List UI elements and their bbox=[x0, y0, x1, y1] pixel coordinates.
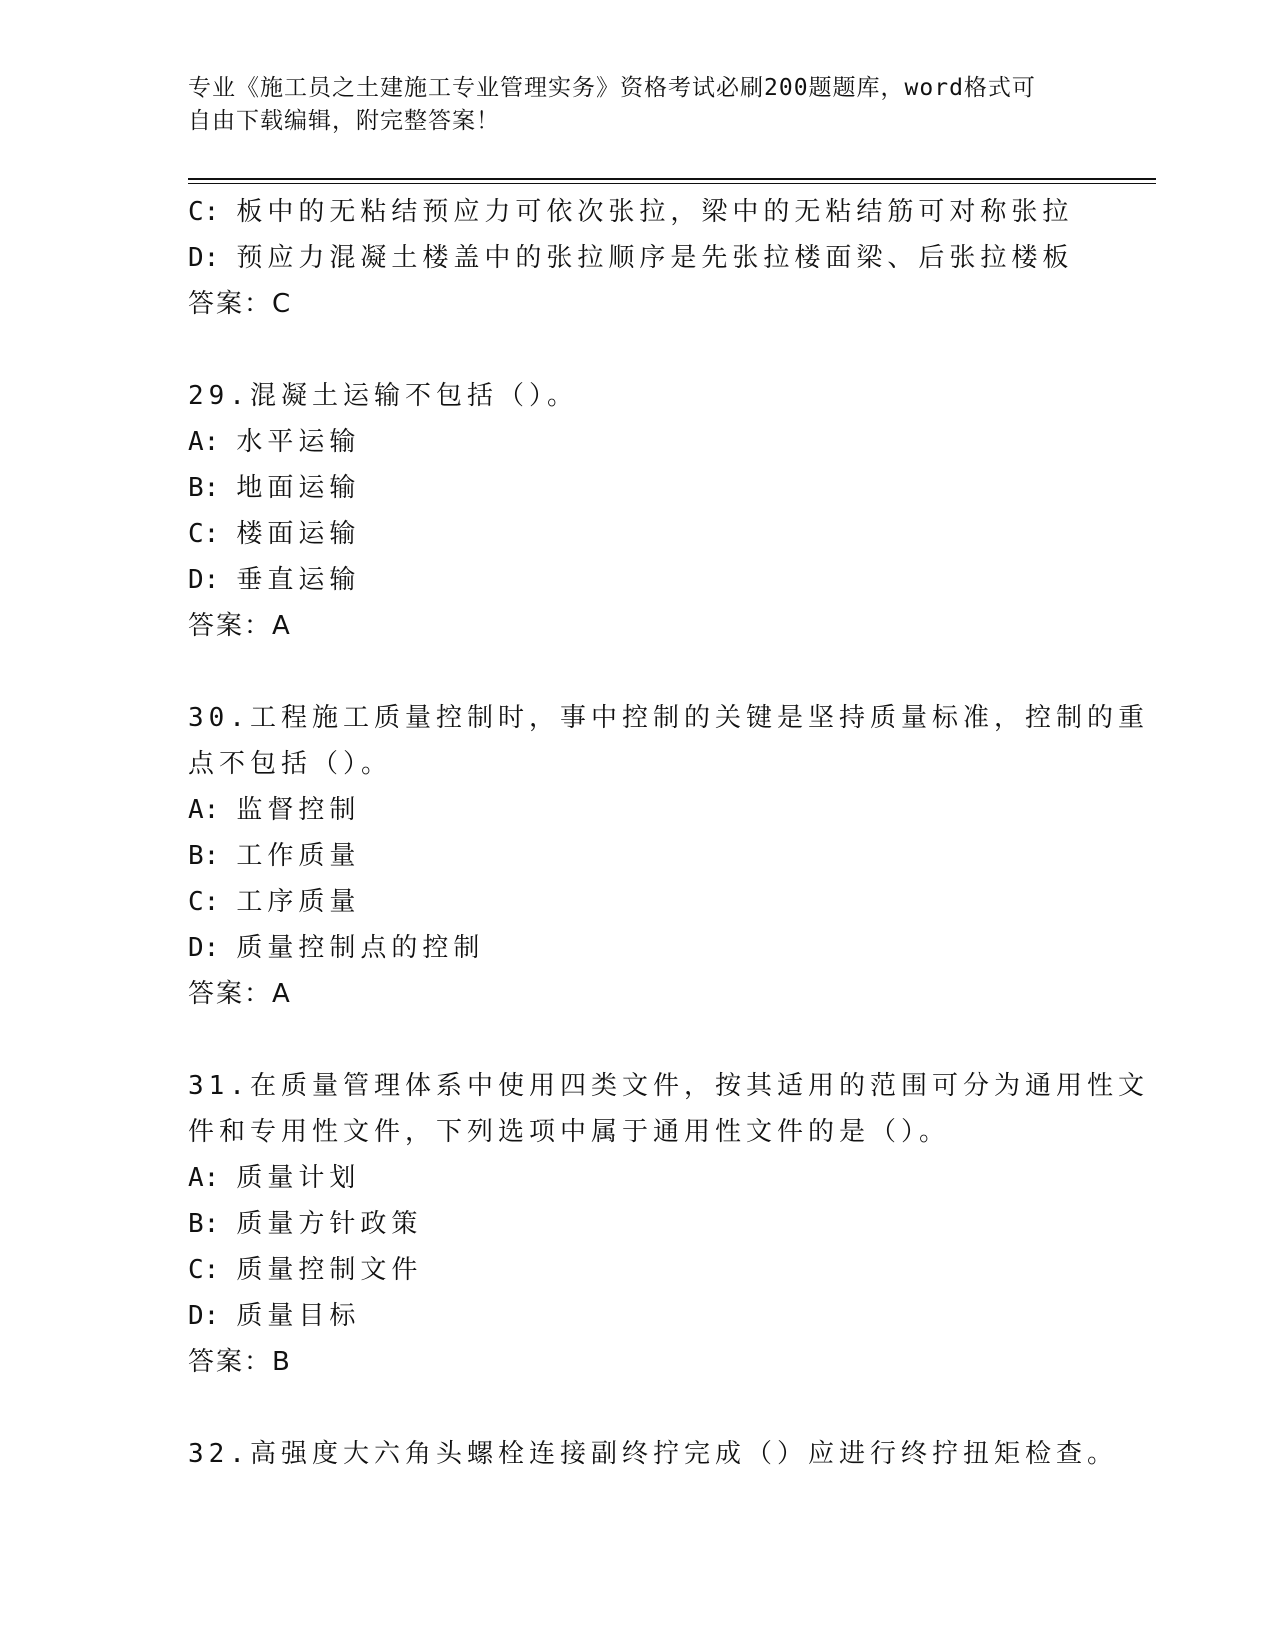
option-d bbox=[188, 557, 1088, 603]
option-text: 水平运输 bbox=[236, 427, 361, 457]
option-label: B: bbox=[188, 473, 220, 503]
option-label: A: bbox=[188, 795, 220, 825]
answer: 答案：A bbox=[188, 611, 292, 641]
option-d bbox=[188, 925, 1088, 971]
answer: 答案：C bbox=[188, 289, 293, 319]
option-label: D: bbox=[188, 243, 220, 273]
option-text: 监督控制 bbox=[236, 795, 361, 825]
option-label: C: bbox=[188, 519, 220, 549]
option-label: D: bbox=[188, 1301, 220, 1331]
option-label: C: bbox=[188, 887, 220, 917]
header-divider-thin bbox=[188, 183, 1156, 184]
option-label: A: bbox=[188, 427, 220, 457]
option-text: 工作质量 bbox=[236, 841, 361, 871]
option-label: C: bbox=[188, 197, 220, 227]
option-a bbox=[188, 1155, 1088, 1201]
question-31-line-1: 31.在质量管理体系中使用四类文件，按其适用的范围可分为通用性文 bbox=[188, 1071, 1149, 1101]
question-31-line-2: 件和专用性文件，下列选项中属于通用性文件的是（）。 bbox=[188, 1117, 951, 1147]
option-text: 质量方针政策 bbox=[236, 1209, 423, 1239]
option-b bbox=[188, 1201, 1088, 1247]
option-text: 楼面运输 bbox=[236, 519, 361, 549]
option-text: 板中的无粘结预应力可依次张拉，梁中的无粘结筋可对称张拉 bbox=[236, 197, 1074, 227]
question-30-line-2: 点不包括（）。 bbox=[188, 749, 393, 779]
option-c bbox=[188, 879, 1088, 925]
option-text: 质量控制点的控制 bbox=[236, 933, 485, 963]
question-list bbox=[188, 189, 1149, 1477]
option-label: B: bbox=[188, 841, 220, 871]
option-label: D: bbox=[188, 565, 220, 595]
option-text: 工序质量 bbox=[236, 887, 361, 917]
option-text: 预应力混凝土楼盖中的张拉顺序是先张拉楼面梁、后张拉楼板 bbox=[236, 243, 1074, 273]
question-29: 29.混凝土运输不包括（）。 bbox=[188, 381, 578, 411]
option-a bbox=[188, 419, 1088, 465]
option-label: C: bbox=[188, 1255, 220, 1285]
header-line-1: 专业《施工员之土建施工专业管理实务》资格考试必刷200题题库，word格式可 bbox=[188, 75, 1036, 101]
header-divider-thick bbox=[188, 178, 1156, 180]
option-c bbox=[188, 1247, 1088, 1293]
option-b bbox=[188, 465, 1088, 511]
option-text: 质量计划 bbox=[236, 1163, 361, 1193]
answer: 答案：B bbox=[188, 1347, 292, 1377]
option-text: 垂直运输 bbox=[236, 565, 361, 595]
header-line-2: 自由下载编辑，附完整答案！ bbox=[188, 108, 500, 134]
option-d bbox=[188, 235, 1088, 281]
question-30-line-1: 30.工程施工质量控制时，事中控制的关键是坚持质量标准，控制的重 bbox=[188, 703, 1149, 733]
option-d bbox=[188, 1293, 1088, 1339]
option-c bbox=[188, 511, 1088, 557]
answer: 答案：A bbox=[188, 979, 292, 1009]
option-a bbox=[188, 787, 1088, 833]
option-label: A: bbox=[188, 1163, 220, 1193]
option-b bbox=[188, 833, 1088, 879]
question-32: 32.高强度大六角头螺栓连接副终拧完成（）应进行终拧扭矩检查。 bbox=[188, 1439, 1118, 1469]
document-header bbox=[188, 72, 1068, 138]
option-label: D: bbox=[188, 933, 220, 963]
option-text: 质量控制文件 bbox=[236, 1255, 423, 1285]
option-text: 地面运输 bbox=[236, 473, 361, 503]
option-c bbox=[188, 189, 1088, 235]
option-label: B: bbox=[188, 1209, 220, 1239]
option-text: 质量目标 bbox=[236, 1301, 361, 1331]
